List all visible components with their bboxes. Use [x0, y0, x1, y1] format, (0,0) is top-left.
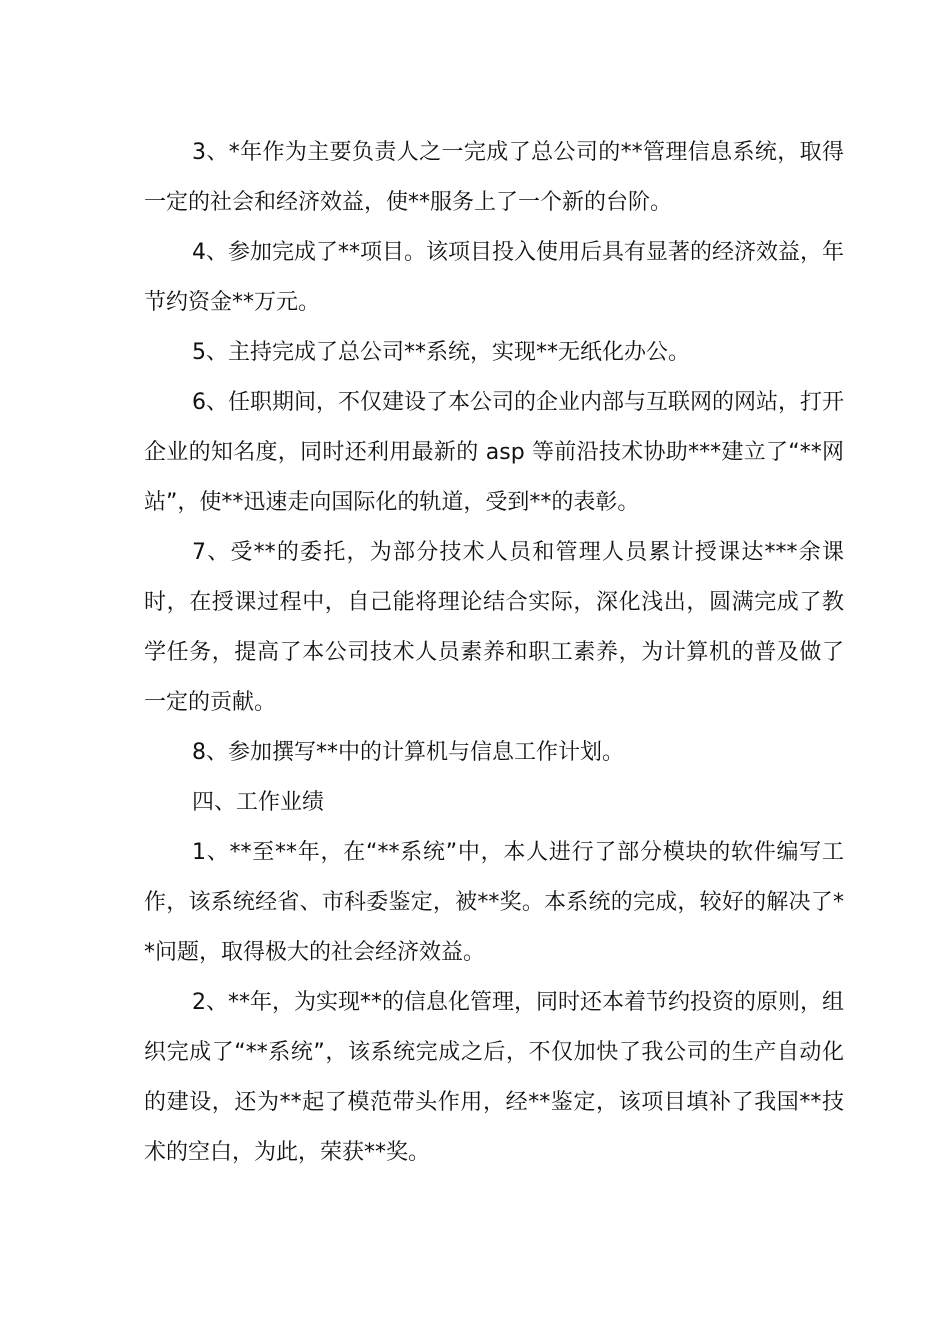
document-body [144, 128, 844, 1178]
achievement-item-2: 2、**年，为实现**的信息化管理，同时还本着节约投资的原则，组织完成了“**系统”，该系统完成之后，不仅加快了我公司的生产自动化的建设，还为**起了模范带头作用，经**鉴定，该项目填补了我国**技术的空白，为此，荣获**奖。 [144, 990, 844, 1165]
paragraph-item-7: 7、受**的委托，为部分技术人员和管理人员累计授课达***余课时，在授课过程中，自己能将理论结合实际，深化浅出，圆满完成了教学任务，提高了本公司技术人员素养和职工素养，为计算机的普及做了一定的贡献。 [144, 540, 844, 715]
section-heading-work-achievements: 四、工作业绩 [192, 790, 325, 815]
paragraph-item-4: 4、参加完成了**项目。该项目投入使用后具有显著的经济效益，年节约资金**万元。 [144, 240, 844, 315]
achievement-item-1: 1、**至**年，在“**系统”中，本人进行了部分模块的软件编写工作，该系统经省、市科委鉴定，被**奖。本系统的完成，较好的解决了**问题，取得极大的社会经济效益。 [144, 840, 844, 965]
paragraph-item-3: 3、*年作为主要负责人之一完成了总公司的**管理信息系统，取得一定的社会和经济效益，使**服务上了一个新的台阶。 [144, 140, 844, 215]
paragraph-item-8: 8、参加撰写**中的计算机与信息工作计划。 [192, 740, 624, 765]
paragraph-item-6: 6、任职期间，不仅建设了本公司的企业内部与互联网的网站，打开企业的知名度，同时还利用最新的 asp 等前沿技术协助***建立了“**网站”，使**迅速走向国际化的轨道，受到**的表彰。 [144, 390, 844, 515]
paragraph-item-5: 5、主持完成了总公司**系统，实现**无纸化办公。 [192, 340, 690, 365]
